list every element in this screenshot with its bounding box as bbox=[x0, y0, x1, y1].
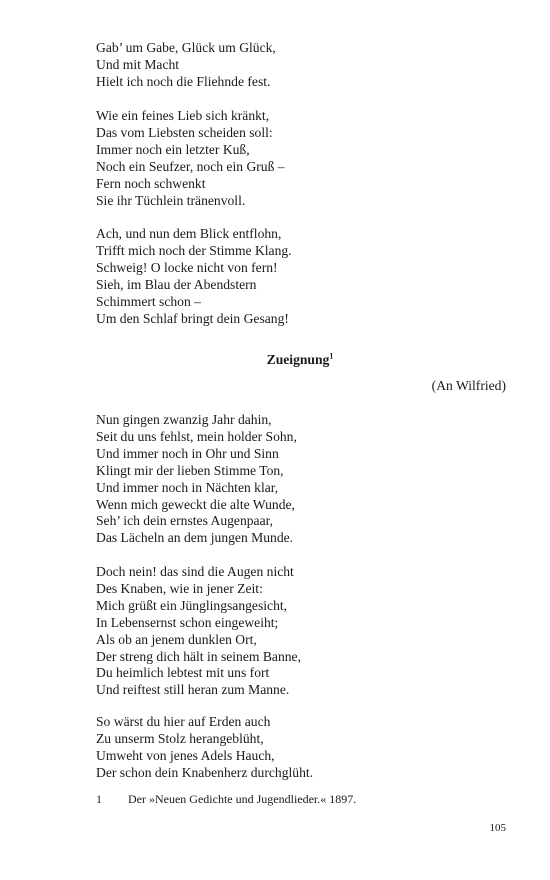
verse-line: Und immer noch in Ohr und Sinn bbox=[96, 445, 279, 461]
verse-line: Gab’ um Gabe, Glück um Glück, bbox=[96, 40, 276, 55]
verse-line: Hielt ich noch die Fliehnde fest. bbox=[96, 73, 271, 89]
verse-line: Und mit Macht bbox=[96, 56, 180, 72]
verse-line: Wenn mich geweckt die alte Wunde, bbox=[96, 496, 295, 512]
verse-line: Das vom Liebsten scheiden soll: bbox=[96, 124, 273, 140]
verse-line: Seh’ ich dein ernstes Augenpaar, bbox=[96, 513, 273, 529]
verse-line: Schweig! O locke nicht von fern! bbox=[96, 259, 278, 275]
verse-line: In Lebensernst schon eingeweiht; bbox=[96, 614, 279, 630]
verse-line: Trifft mich noch der Stimme Klang. bbox=[96, 242, 292, 258]
verse-line: Seit du uns fehlst, mein holder Sohn, bbox=[96, 428, 297, 444]
verse-line: Als ob an jenem dunklen Ort, bbox=[96, 631, 257, 647]
verse-line: Immer noch ein letzter Kuß, bbox=[96, 141, 250, 157]
verse-line: Der schon dein Knabenherz durchglüht. bbox=[96, 764, 314, 780]
verse-line: Klingt mir der lieben Stimme Ton, bbox=[96, 462, 284, 478]
verse-line: Fern noch schwenkt bbox=[96, 175, 206, 191]
verse-line: Zu unserm Stolz herangeblüht, bbox=[96, 730, 264, 746]
poem-dedication: (An Wilfried) bbox=[431, 378, 506, 393]
stanza-4 bbox=[96, 412, 297, 547]
verse-line: Ach, und nun dem Blick entflohn, bbox=[96, 226, 282, 241]
verse-line: Und immer noch in Nächten klar, bbox=[96, 479, 279, 495]
poem-title bbox=[0, 352, 550, 368]
footnote-marker[interactable]: 1 bbox=[329, 351, 334, 361]
poem-title-text: Zueignung bbox=[266, 352, 330, 367]
stanza-1 bbox=[96, 40, 276, 91]
verse-line: Das Lächeln an dem jungen Munde. bbox=[96, 530, 294, 546]
verse-line: Doch nein! das sind die Augen nicht bbox=[96, 564, 294, 579]
stanza-6 bbox=[96, 714, 313, 782]
verse-line: Du heimlich lebtest mit uns fort bbox=[96, 665, 270, 681]
verse-line: Wie ein feines Lieb sich kränkt, bbox=[96, 108, 270, 123]
verse-line: Und reiftest still heran zum Manne. bbox=[96, 682, 290, 698]
stanza-5 bbox=[96, 564, 301, 699]
stanza-2 bbox=[96, 108, 285, 209]
verse-line: So wärst du hier auf Erden auch bbox=[96, 714, 271, 729]
verse-line: Nun gingen zwanzig Jahr dahin, bbox=[96, 412, 272, 427]
footnote-text: Der »Neuen Gedichte und Jugendlieder.« 1897. bbox=[128, 792, 357, 806]
verse-line: Sieh, im Blau der Abendstern bbox=[96, 276, 257, 292]
verse-line: Mich grüßt ein Jünglingsangesicht, bbox=[96, 597, 288, 613]
verse-line: Schimmert schon – bbox=[96, 293, 201, 309]
page-number: 105 bbox=[489, 822, 506, 834]
verse-line: Um den Schlaf bringt dein Gesang! bbox=[96, 310, 289, 326]
verse-line: Noch ein Seufzer, noch ein Gruß – bbox=[96, 158, 285, 174]
verse-line: Umweht von jenes Adels Hauch, bbox=[96, 747, 275, 763]
footnote-number: 1 bbox=[96, 792, 102, 806]
stanza-3 bbox=[96, 226, 292, 327]
verse-line: Der streng dich hält in seinem Banne, bbox=[96, 648, 301, 664]
verse-line: Des Knaben, wie in jener Zeit: bbox=[96, 580, 263, 596]
verse-line: Sie ihr Tüchlein tränenvoll. bbox=[96, 192, 246, 208]
